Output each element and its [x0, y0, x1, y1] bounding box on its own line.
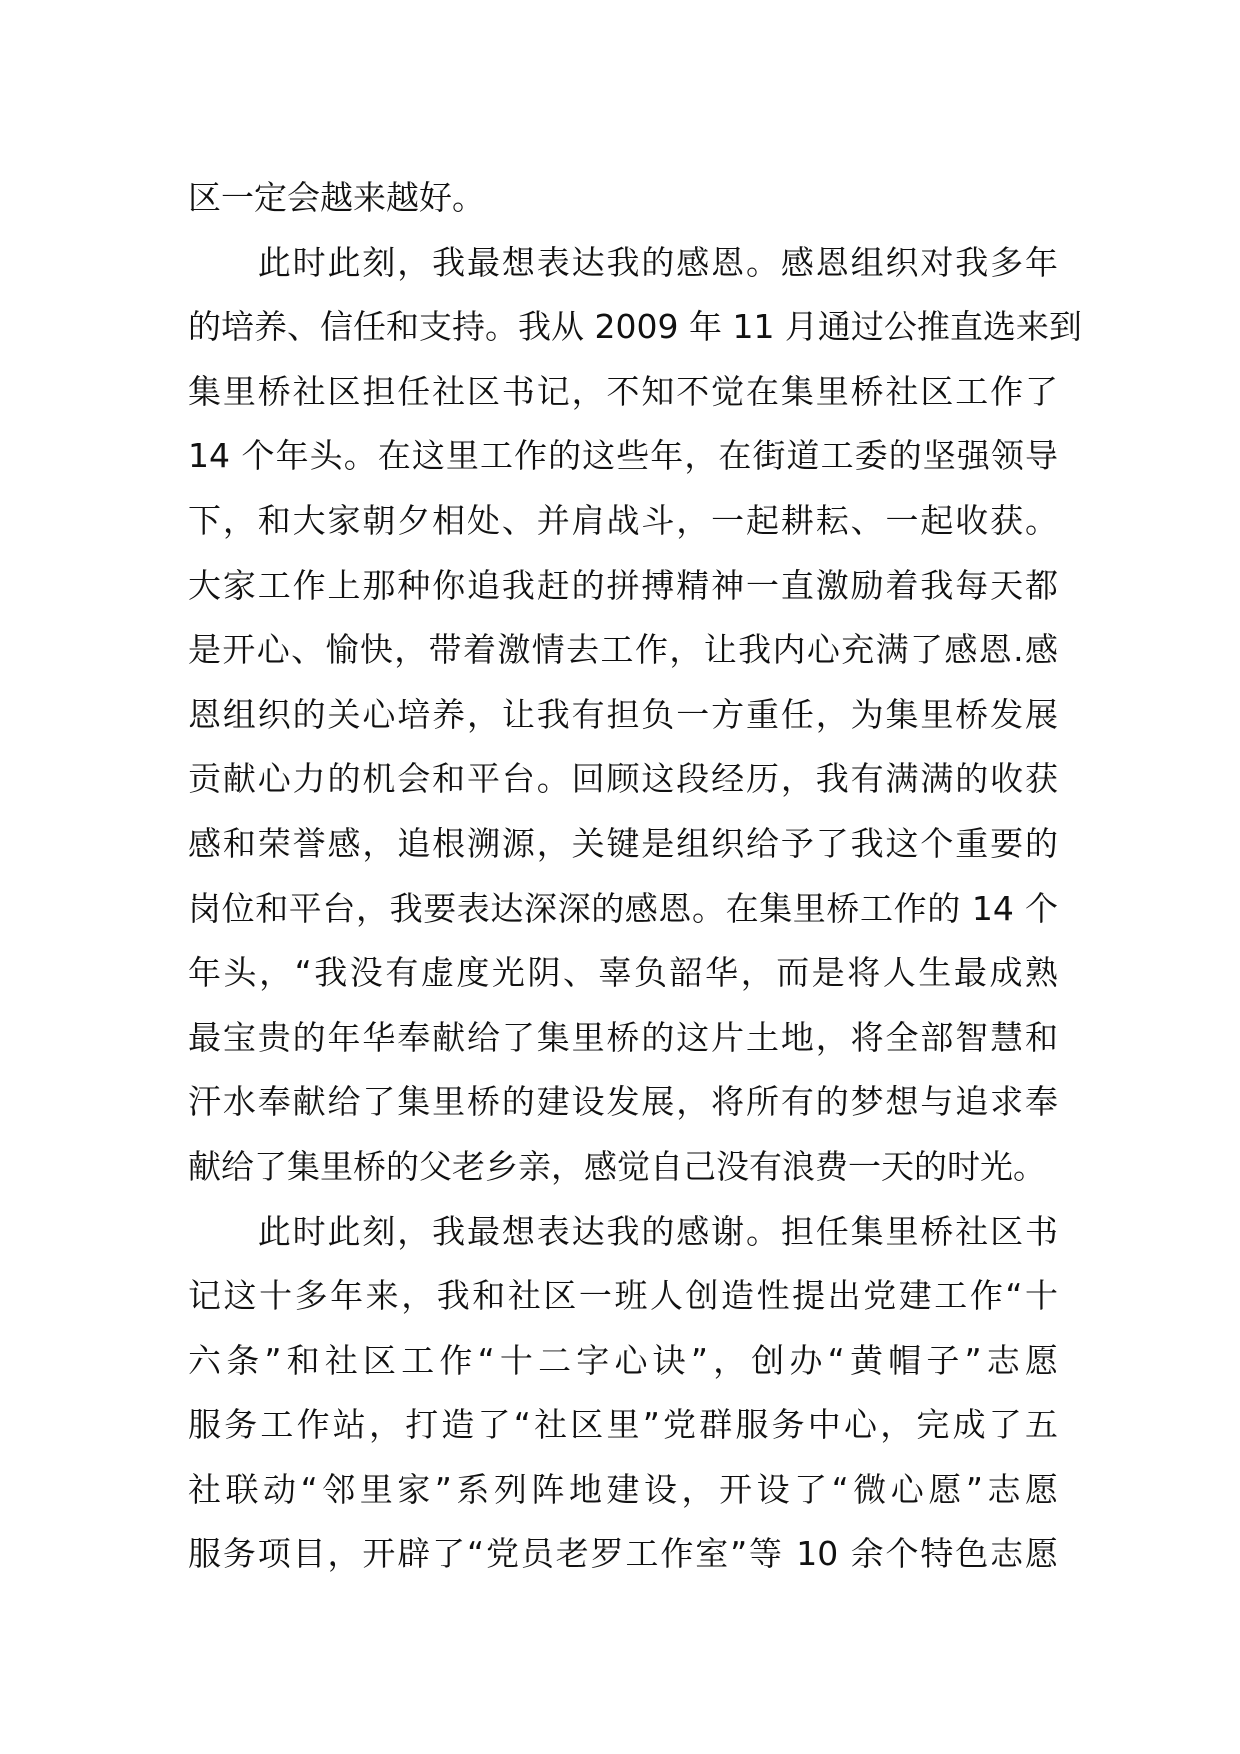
text-line: 服务工作站，打造了“社区里”党群服务中心，完成了五	[188, 1405, 1058, 1445]
text-line: 区一定会越来越好。	[188, 178, 485, 217]
text-line: 服务项目，开辟了“党员老罗工作室”等 10 余个特色志愿	[188, 1534, 1058, 1574]
text-line: 14 个年头。在这里工作的这些年，在街道工委的坚强领导	[188, 436, 1058, 476]
body-text	[188, 166, 1082, 1587]
text-line: 是开心、愉快，带着激情去工作，让我内心充满了感恩.感	[188, 630, 1058, 670]
text-line: 六条”和社区工作“十二字心诀”，创办“黄帽子”志愿	[188, 1340, 1058, 1380]
text-line: 岗位和平台，我要表达深深的感恩。在集里桥工作的 14 个	[188, 888, 1058, 928]
text-line: 献给了集里桥的父老乡亲，感觉自己没有浪费一天的时光。	[188, 1146, 1046, 1186]
text-line: 社联动“邻里家”系列阵地建设，开设了“微心愿”志愿	[188, 1469, 1058, 1509]
text-line: 记这十多年来，我和社区一班人创造性提出党建工作“十	[188, 1276, 1058, 1316]
paragraph-start-line: 此时此刻，我最想表达我的感恩。感恩组织对我多年	[188, 242, 1058, 282]
text-line: 恩组织的关心培养，让我有担负一方重任，为集里桥发展	[188, 694, 1058, 734]
text-line: 大家工作上那种你追我赶的拼搏精神一直激励着我每天都	[188, 565, 1058, 605]
text-line: 感和荣誉感，追根溯源，关键是组织给予了我这个重要的	[188, 823, 1058, 863]
text-line: 集里桥社区担任社区书记，不知不觉在集里桥社区工作了	[188, 371, 1058, 411]
text-line: 年头，“我没有虚度光阴、辜负韶华，而是将人生最成熟	[188, 953, 1058, 993]
text-line: 的培养、信任和支持。我从 2009 年 11 月通过公推直选来到	[188, 307, 1082, 347]
text-line: 贡献心力的机会和平台。回顾这段经历，我有满满的收获	[188, 759, 1058, 799]
paragraph-start-line: 此时此刻，我最想表达我的感谢。担任集里桥社区书	[188, 1211, 1058, 1251]
text-line: 下，和大家朝夕相处、并肩战斗，一起耕耘、一起收获。	[188, 500, 1058, 540]
text-line: 最宝贵的年华奉献给了集里桥的这片土地，将全部智慧和	[188, 1017, 1058, 1057]
text-line: 汗水奉献给了集里桥的建设发展，将所有的梦想与追求奉	[188, 1082, 1058, 1122]
